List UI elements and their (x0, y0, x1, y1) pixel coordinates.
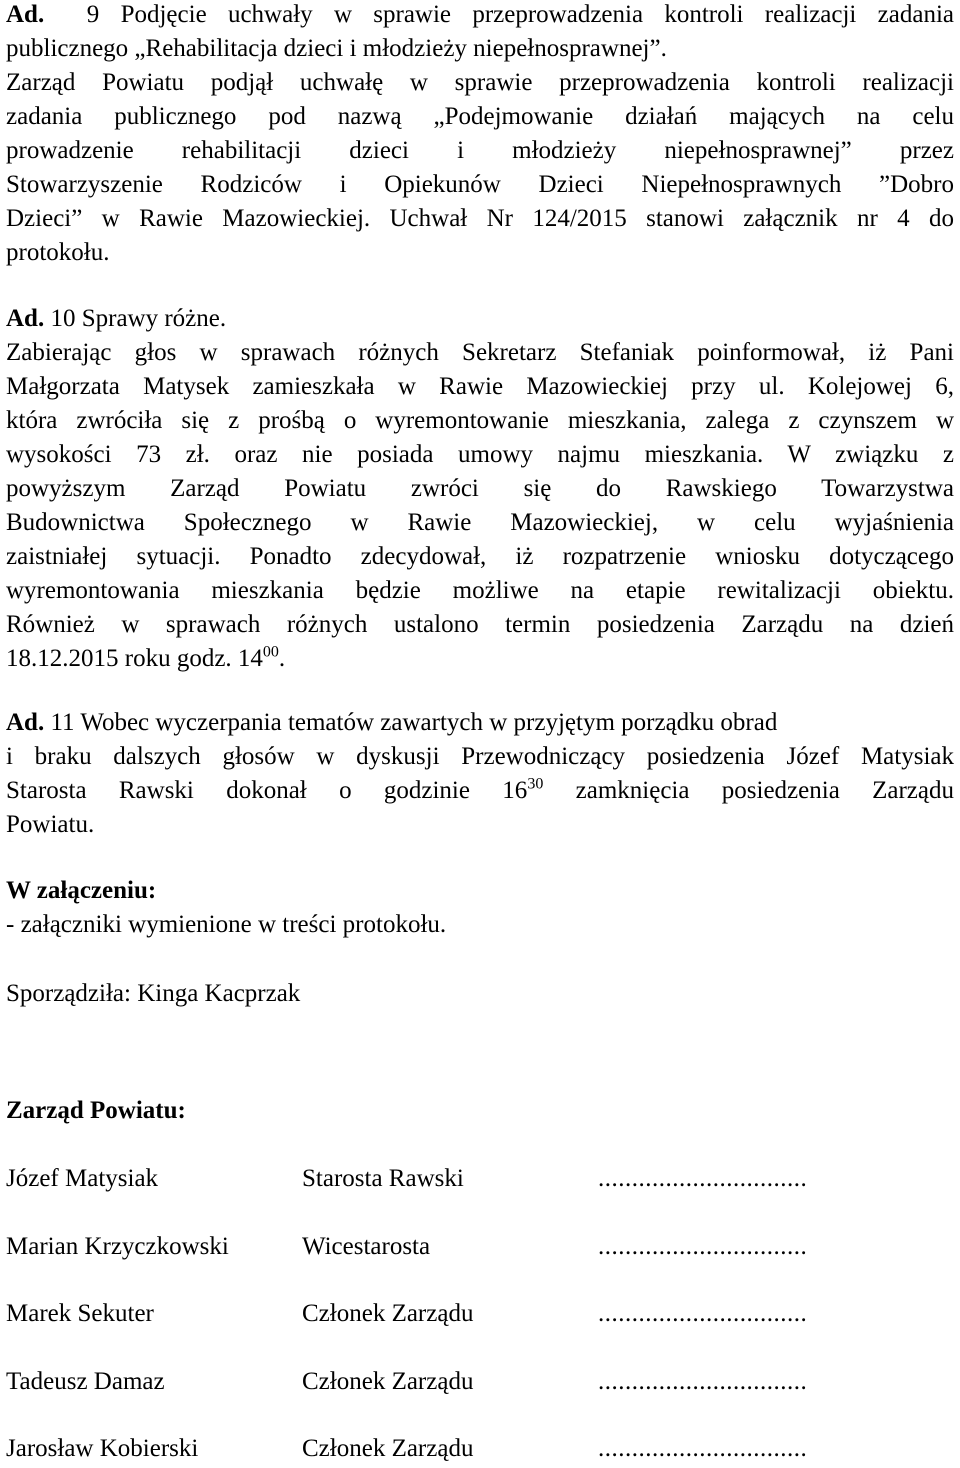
ad10-label: Ad. (6, 305, 45, 332)
ad10-body-line: Budownictwa Społecznego w Rawie Mazowieckiej, w celu wyjaśnienia (6, 509, 954, 536)
ad9-heading-line1 (6, 0, 954, 32)
ad11-number: 11 (50, 709, 75, 736)
signature-line: ............................... (598, 1165, 808, 1192)
ad10-body-line: wyremontowania mieszkania będzie możliwe na etapie rewitalizacji obiektu. (6, 577, 954, 604)
member-role: Wicestarosta (302, 1233, 431, 1260)
board-member-row (6, 1432, 954, 1466)
ad10-body-line: Również w sprawach różnych ustalono termin posiedzenia Zarządu na dzień (6, 611, 954, 638)
attachments-item: - załączniki wymienione w treści protokołu. (6, 911, 447, 938)
ad10-heading (6, 302, 954, 336)
ad11-line3-text: Starosta Rawski dokonał o godzinie 16 (6, 777, 528, 804)
member-name: Marian Krzyczkowski (6, 1233, 229, 1260)
ad9-label: Ad. (6, 1, 45, 28)
ad10-date-text: 18.12.2015 roku godz. 14 (6, 645, 263, 672)
member-name: Józef Matysiak (6, 1165, 159, 1192)
board-member-row (6, 1230, 954, 1264)
ad10-body-line: która zwróciła się z prośbą o wyremontowanie mieszkania, zalega z czynszem w (6, 407, 954, 434)
section-attachments (6, 874, 954, 942)
signature-line: ............................... (598, 1233, 808, 1260)
member-role: Starosta Rawski (302, 1165, 464, 1192)
section-ad11 (6, 706, 954, 842)
ad9-heading-text: 9 Podjęcie uchwały w sprawie przeprowadzenia kontroli realizacji zadania (86, 1, 954, 28)
attachments-heading: W załączeniu: (6, 877, 157, 904)
member-name: Jarosław Kobierski (6, 1435, 199, 1462)
ad11-time-minutes: 30 (527, 775, 544, 793)
ad11-line3 (6, 774, 954, 808)
signature-line: ............................... (598, 1368, 808, 1395)
ad9-heading-line2: publicznego „Rehabilitacja dzieci i młodzieży niepełnosprawnej”. (6, 35, 667, 62)
ad10-body-line: powyższym Zarząd Powiatu zwróci się do Rawskiego Towarzystwa (6, 475, 954, 502)
ad10-time-minutes: 00 (262, 643, 279, 661)
board-member-row (6, 1162, 954, 1196)
prepared-by (6, 977, 954, 1011)
board-member-row (6, 1297, 954, 1331)
ad11-line3-rest: zamknięcia posiedzenia Zarządu (543, 777, 954, 804)
ad11-line4: Powiatu. (6, 811, 95, 838)
member-role: Członek Zarządu (302, 1300, 474, 1327)
board-member-row (6, 1365, 954, 1399)
member-name: Tadeusz Damaz (6, 1368, 165, 1395)
section-ad9 (6, 0, 954, 270)
ad9-body-line: zadania publicznego pod nazwą „Podejmowanie działań mających na celu (6, 103, 954, 130)
ad11-line1 (6, 706, 954, 740)
ad10-body-line: wysokości 73 zł. oraz nie posiada umowy najmu mieszkania. W związku z (6, 441, 954, 468)
signature-line: ............................... (598, 1435, 808, 1462)
ad11-label: Ad. (6, 709, 45, 736)
board-heading-text: Zarząd Powiatu: (6, 1097, 186, 1124)
ad9-body-line: Zarząd Powiatu podjął uchwałę w sprawie przeprowadzenia kontroli realizacji (6, 69, 954, 96)
ad11-line1-text: Wobec wyczerpania tematów zawartych w przyjętym porządku obrad (74, 709, 778, 736)
ad10-heading-text: 10 Sprawy różne. (50, 305, 227, 332)
ad10-body-line: Zabierając głos w sprawach różnych Sekretarz Stefaniak poinformował, iż Pani (6, 339, 954, 366)
signature-line: ............................... (598, 1300, 808, 1327)
member-role: Członek Zarządu (302, 1368, 474, 1395)
prepared-by-text: Sporządziła: Kinga Kacprzak (6, 980, 301, 1007)
ad11-line2: i braku dalszych głosów w dyskusji Przewodniczący posiedzenia Józef Matysiak (6, 743, 954, 770)
ad9-body-line: Dzieci” w Rawie Mazowieckiej. Uchwał Nr 124/2015 stanowi załącznik nr 4 do (6, 205, 954, 232)
ad9-body-line: Stowarzyszenie Rodziców i Opiekunów Dzieci Niepełnosprawnych ”Dobro (6, 171, 954, 198)
board-heading (6, 1094, 954, 1128)
ad10-last-line (6, 642, 954, 676)
ad9-body-line: protokołu. (6, 239, 110, 266)
ad10-body-line: zaistniałej sytuacji. Ponadto zdecydował, iż rozpatrzenie wniosku dotyczącego (6, 543, 954, 570)
ad10-period: . (278, 645, 286, 672)
member-name: Marek Sekuter (6, 1300, 154, 1327)
section-ad10 (6, 302, 954, 676)
ad10-body-line: Małgorzata Matysek zamieszkała w Rawie Mazowieckiej przy ul. Kolejowej 6, (6, 373, 954, 400)
ad9-body-line: prowadzenie rehabilitacji dzieci i młodzieży niepełnosprawnej” przez (6, 137, 954, 164)
member-role: Członek Zarządu (302, 1435, 474, 1462)
